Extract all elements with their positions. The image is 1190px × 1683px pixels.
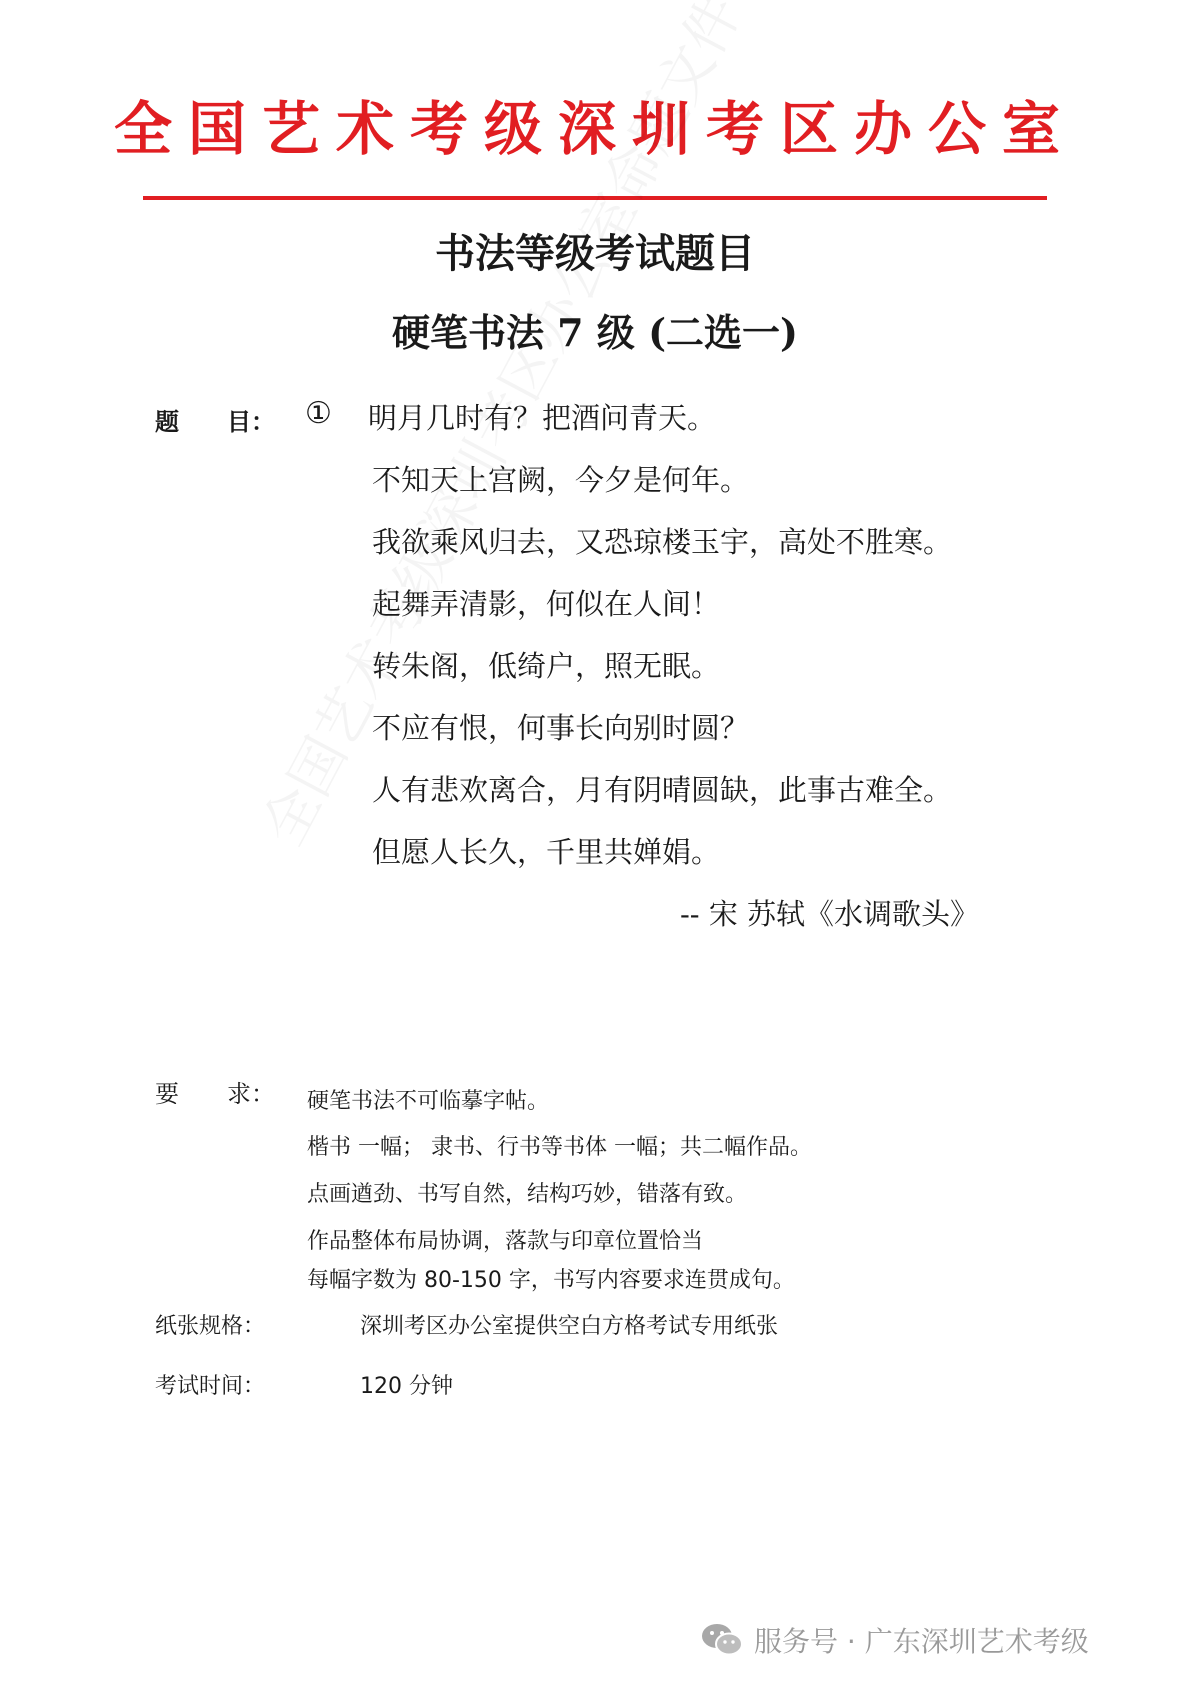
poem-line: 转朱阁，低绮户，照无眠。: [372, 649, 721, 683]
exam-level: 硬笔书法 7 级 (二选一): [391, 310, 799, 355]
requirement-line: 每幅字数为 80-150 字，书写内容要求连贯成句。: [307, 1268, 795, 1293]
footer: [700, 1620, 1089, 1660]
footer-text: 服务号 · 广东深圳艺术考级: [754, 1625, 1089, 1658]
time-label: 考试时间：: [155, 1374, 266, 1399]
topic-label: 题 目：: [155, 408, 275, 436]
poem-line: 明月几时有？把酒问青天。: [368, 401, 717, 435]
poem-line: 起舞弄清影，何似在人间！: [372, 587, 721, 621]
poem-line: 我欲乘风归去，又恐琼楼玉宇，高处不胜寒。: [372, 525, 953, 559]
poem-line: 不知天上宫阙，今夕是何年。: [372, 463, 750, 497]
poem-attribution: -- 宋 苏轼《水调歌头》: [680, 897, 980, 931]
requirement-line: 楷书 一幅； 隶书、行书等书体 一幅；共二幅作品。: [307, 1135, 812, 1160]
wechat-icon: [700, 1621, 744, 1659]
time-value: 120 分钟: [360, 1374, 453, 1399]
topic-number: ①: [305, 396, 332, 431]
poem-line: 但愿人长久，千里共婵娟。: [372, 835, 721, 869]
org-title: 全国艺术考级深圳考区办公室: [113, 95, 1076, 163]
requirement-line: 硬笔书法不可临摹字帖。: [307, 1089, 550, 1114]
poem-line: 不应有恨，何事长向别时圆？: [372, 711, 750, 745]
requirement-line: 点画遒劲、书写自然，结构巧妙，错落有致。: [307, 1182, 748, 1207]
requirement-line: 作品整体布局协调，落款与印章位置恰当: [307, 1229, 704, 1254]
requirements-label: 要 求：: [155, 1080, 275, 1108]
paper-label: 纸张规格：: [155, 1314, 266, 1339]
paper-value: 深圳考区办公室提供空白方格考试专用纸张: [360, 1314, 779, 1339]
exam-title: 书法等级考试题目: [435, 230, 755, 277]
poem-line: 人有悲欢离合，月有阴晴圆缺，此事古难全。: [372, 773, 953, 807]
